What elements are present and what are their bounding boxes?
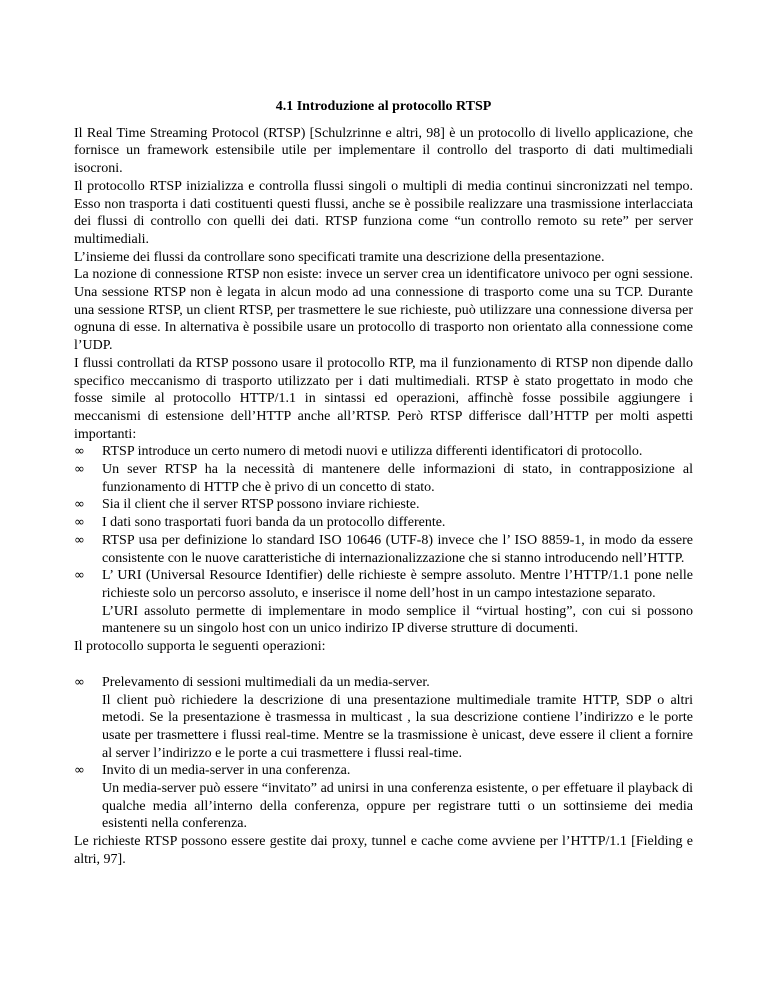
list-item-subtext: L’URI assoluto permette di implementare in modo semplice il “virtual hosting”, con cui si possono mantenere su un singolo host con un unico indirizo IP diverse strutture di documenti. bbox=[102, 603, 693, 637]
list-item bbox=[74, 567, 693, 638]
list-item-subtext: Il client può richiedere la descrizione di una presentazione multimediale tramite HTTP, SDP o altri metodi. Se la presentazione è trasmessa in multicast , la sua descrizione contiene l’indirizzo e le porte usate per trasmettere i flussi real-time. Mentre se la trasmissione è unicast, deve essere il client a fornire al server l’indirizzo e le porte a cui trasmettere i flussi real-time. bbox=[102, 692, 693, 761]
document-page bbox=[74, 98, 693, 869]
list-item-text: Un sever RTSP ha la necessità di mantenere delle informazioni di stato, in contrapposizione al funzionamento di HTTP che è privo di un concetto di stato. bbox=[102, 462, 693, 495]
infinity-bullet-icon: ∞ bbox=[74, 763, 85, 779]
infinity-bullet-icon: ∞ bbox=[74, 568, 85, 584]
infinity-bullet-icon: ∞ bbox=[74, 462, 85, 478]
operations-list bbox=[74, 674, 693, 833]
list-item-text: RTSP usa per definizione lo standard ISO 10646 (UTF-8) invece che l’ ISO 8859-1, in modo da essere consistente con le nuove caratteristiche di internazionalizzazione che si stanno introducendo nell’HTTP. bbox=[102, 532, 693, 566]
paragraph-spacer bbox=[74, 656, 693, 674]
paragraph-rtsp-streams: Il protocollo RTSP inizializza e controlla flussi singoli o multipli di media continui sincronizzati nel tempo. Esso non trasporta i dati costituenti questi flussi, anche se è possibile realizzare una trasmissione interlacciata dei flussi di controllo con quelli dei dati. RTSP funziona come “un controllo remoto su rete” per server multimediali. bbox=[74, 178, 693, 247]
paragraph-rtsp-session: La nozione di connessione RTSP non esiste: invece un server crea un identificatore univoco per ogni sessione. Una sessione RTSP non è legata in alcun modo ad una connessione di trasporto come una su TCP. Durante una sessione RTSP, un client RTSP, per trasmettere le sue richieste, può utilizzare una connessione diversa per ognuna di esse. In alternativa è possibile usare un protocollo di trasporto non orientato alla connessione come l’UDP. bbox=[74, 267, 693, 354]
list-item bbox=[74, 514, 693, 532]
list-item bbox=[74, 762, 693, 833]
paragraph-closing: Le richieste RTSP possono essere gestite dai proxy, tunnel e cache come avviene per l’HTTP/1.1 [Fielding e altri, 97]. bbox=[74, 834, 693, 867]
list-item-text: I dati sono trasportati fuori banda da un protocollo differente. bbox=[102, 515, 446, 531]
paragraph-operations-intro: Il protocollo supporta le seguenti operazioni: bbox=[74, 639, 326, 655]
infinity-bullet-icon: ∞ bbox=[74, 532, 85, 548]
section-title: 4.1 Introduzione al protocollo RTSP bbox=[275, 99, 492, 114]
paragraph-rtsp-vs-http: I flussi controllati da RTSP possono usare il protocollo RTP, ma il funzionamento di RTSP non dipende dallo specifico meccanismo di trasporto utilizzato per i dati multimediali. RTSP è stato progettato in modo che fosse simile al protocollo HTTP/1.1 in sintassi ed operazioni, affinchè fosse possibile aggiungere i meccanismi di estensione dell’HTTP anche all’RTSP. Però RTSP differisce dall’HTTP per molti aspetti importanti: bbox=[74, 355, 693, 442]
list-item-text: RTSP introduce un certo numero di metodi nuovi e utilizza differenti identificatori di protocollo. bbox=[102, 444, 643, 460]
infinity-bullet-icon: ∞ bbox=[74, 444, 85, 460]
list-item bbox=[74, 496, 693, 514]
differences-list bbox=[74, 443, 693, 638]
list-item-text: Prelevamento di sessioni multimediali da un media-server. bbox=[102, 674, 430, 690]
list-item bbox=[74, 674, 693, 763]
infinity-bullet-icon: ∞ bbox=[74, 497, 85, 513]
paragraph-rtsp-definition: Il Real Time Streaming Protocol (RTSP) [Schulzrinne e altri, 98] è un protocollo di livello applicazione, che fornisce un framework estensibile utile per implementare il controllo del trasporto di dati multimediali isocroni. bbox=[74, 125, 693, 177]
infinity-bullet-icon: ∞ bbox=[74, 674, 85, 690]
infinity-bullet-icon: ∞ bbox=[74, 515, 85, 531]
list-item bbox=[74, 461, 693, 496]
paragraph-presentation-description: L’insieme dei flussi da controllare sono specificati tramite una descrizione della presentazione. bbox=[74, 249, 605, 265]
list-item-text: Sia il client che il server RTSP possono inviare richieste. bbox=[102, 497, 420, 513]
list-item-subtext: Un media-server può essere “invitato” ad unirsi in una conferenza esistente, o per effetuare il playback di qualche media all’interno della conferenza, oppure per registrare tutti o un sottinsieme dei media esistenti nella conferenza. bbox=[102, 781, 693, 832]
list-item bbox=[74, 443, 693, 461]
list-item-text: L’ URI (Universal Resource Identifier) delle richieste è sempre assoluto. Mentre l’HTTP/1.1 pone nelle richieste solo un percorso assoluto, e inserisce il nome dell’host in un campo intestazione separato. bbox=[102, 568, 693, 601]
list-item bbox=[74, 532, 693, 567]
list-item-text: Invito di un media-server in una conferenza. bbox=[102, 763, 351, 779]
